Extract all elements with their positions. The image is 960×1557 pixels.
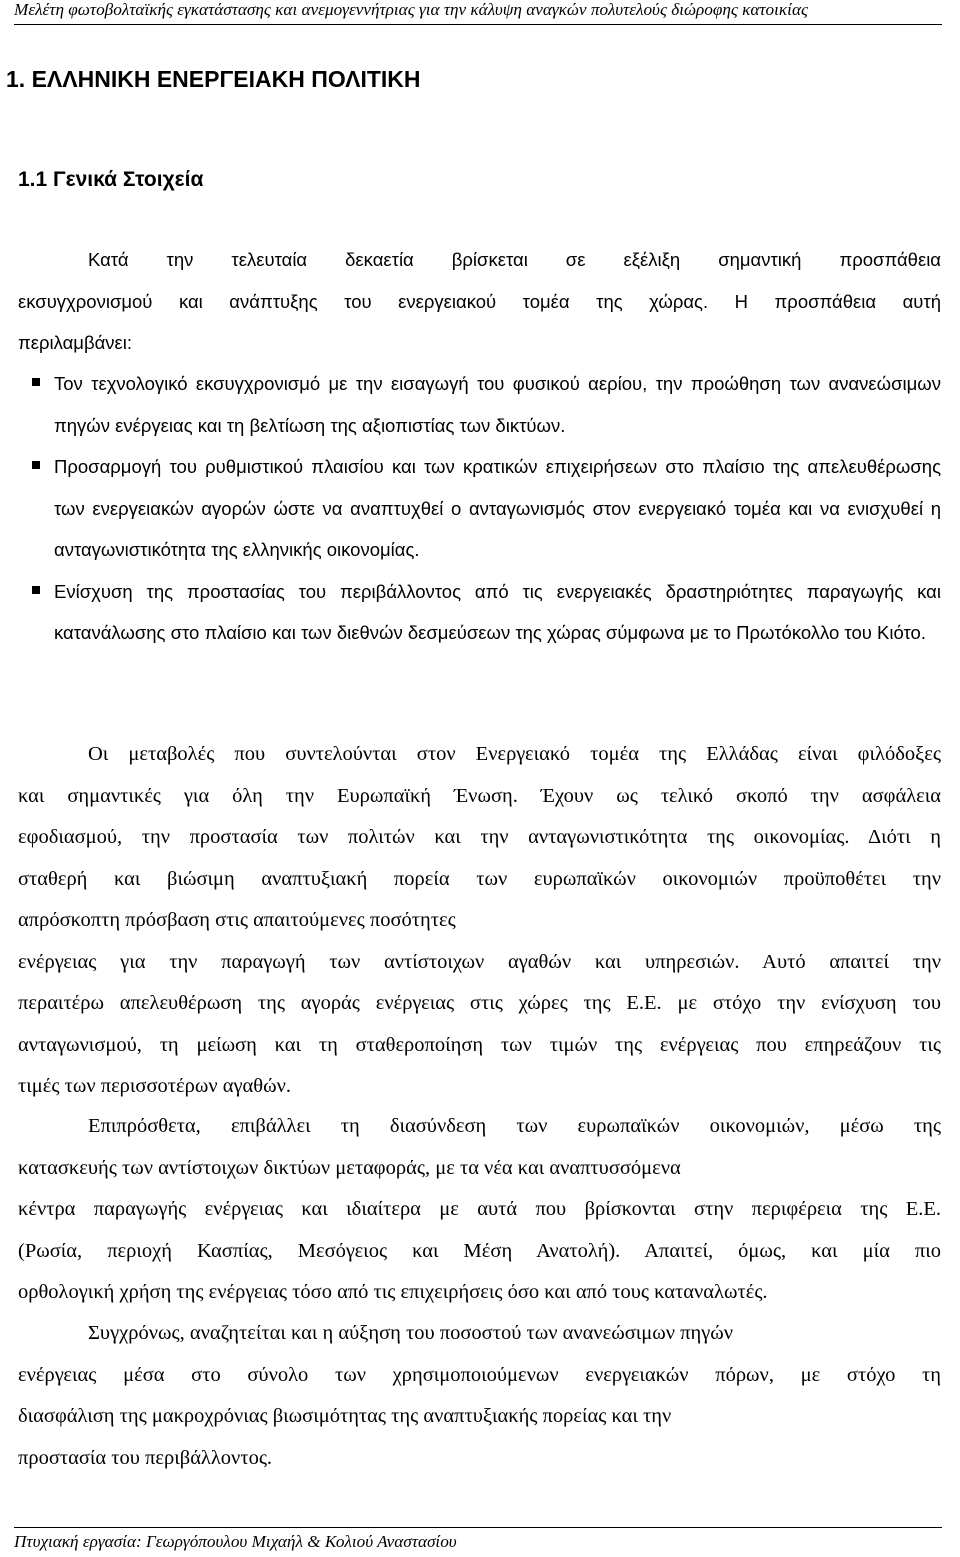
paragraph-line: εφοδιασμού, την προστασία των πολιτών και την ανταγωνιστικότητα της οικονομίας. Διότι η bbox=[18, 826, 941, 848]
paragraph-line: ορθολογική χρήση της ενέργειας τόσο από τις επιχειρήσεις όσο και από τους καταναλωτές. bbox=[18, 1281, 768, 1303]
section-title: 1.1 Γενικά Στοιχεία bbox=[18, 168, 204, 191]
paragraph-line: τιμές των περισσοτέρων αγαθών. bbox=[18, 1075, 291, 1097]
paragraph-line: Οι μεταβολές που συντελούνται στον Ενεργειακό τομέα της Ελλάδας είναι φιλόδοξες bbox=[88, 743, 941, 765]
running-header bbox=[14, 0, 942, 25]
paragraph-line: κέντρα παραγωγής ενέργειας και ιδιαίτερα με αυτά που βρίσκονται στην περιφέρεια της Ε.Ε. bbox=[18, 1198, 941, 1220]
paragraph-interconnection bbox=[18, 1106, 941, 1314]
paragraph-line: προστασία του περιβάλλοντος. bbox=[18, 1446, 273, 1469]
paragraph-line: και σημαντικές για όλη την Ευρωπαϊκή Ένωση. Έχουν ως τελικό σκοπό την ασφάλεια bbox=[18, 784, 941, 807]
paragraph-line: ενέργειας μέσα στο σύνολο των χρησιμοποιούμενων ενεργειακών πόρων, με στόχο τη bbox=[18, 1363, 941, 1386]
paragraph-line: Συγχρόνως, αναζητείται και η αύξηση του ποσοστού των ανανεώσιμων πηγών bbox=[88, 1322, 734, 1344]
paragraph-line: ανταγωνισμού, τη μείωση και τη σταθεροποίηση των τιμών της ενέργειας που επηρεάζουν τις bbox=[18, 1033, 941, 1056]
paragraph-line: διασφάλιση της μακροχρόνιας βιωσιμότητας της αναπτυξιακής πορείας και την bbox=[18, 1405, 672, 1427]
page-footer: Πτυχιακή εργασία: Γεωργόπουλου Μιχαήλ & Κολιού Αναστασίου bbox=[14, 1532, 457, 1551]
paragraph-line: ενέργειας για την παραγωγή των αντίστοιχων αγαθών και υπηρεσιών. Αυτό απαιτεί την bbox=[18, 950, 941, 973]
intro-line: Κατά την τελευταία δεκαετία βρίσκεται σε εξέλιξη σημαντική προσπάθεια bbox=[88, 249, 941, 270]
list-item bbox=[18, 571, 941, 654]
running-header-text: Μελέτη φωτοβολταϊκής εγκατάστασης και ανεμογεννήτριας για την κάλυψη αναγκών πολυτελούς διώροφης κατοικίας bbox=[14, 0, 808, 19]
paragraph-energy-changes bbox=[18, 734, 941, 1108]
bullet-text: Προσαρμογή του ρυθμιστικού πλαισίου και των κρατικών επιχειρήσεων στο πλαίσιο της απελευθέρωσης των ενεργειακών αγορών ώστε να αναπτυχθεί ο ανταγωνισμός στον ενεργειακό τομέα και να ενισχυθεί η ανταγωνιστικότητα της ελληνικής οικονομίας. bbox=[54, 456, 941, 560]
chapter-title: 1. ΕΛΛΗΝΙΚΗ ΕΝΕΡΓΕΙΑΚΗ ΠΟΛΙΤΙΚΗ bbox=[6, 66, 421, 92]
square-bullet-icon bbox=[32, 461, 40, 469]
paragraph-renewables bbox=[18, 1313, 941, 1479]
footer-divider bbox=[14, 1527, 942, 1528]
list-item bbox=[18, 363, 941, 446]
paragraph-line: Επιπρόσθετα, επιβάλλει τη διασύνδεση των ευρωπαϊκών οικονομιών, μέσω της bbox=[88, 1115, 941, 1137]
intro-paragraph bbox=[18, 239, 941, 364]
paragraph-line: σταθερή και βιώσιμη αναπτυξιακή πορεία των ευρωπαϊκών οικονομιών προϋποθέτει την bbox=[18, 867, 941, 890]
paragraph-line: περαιτέρω απελευθέρωση της αγοράς ενέργειας στις χώρες της Ε.Ε. με στόχο την ενίσχυση του bbox=[18, 992, 941, 1014]
list-item bbox=[18, 446, 941, 571]
square-bullet-icon bbox=[32, 586, 40, 594]
paragraph-line: (Ρωσία, περιοχή Κασπίας, Μεσόγειος και Μέση Ανατολή). Απαιτεί, όμως, και μία πιο bbox=[18, 1239, 941, 1262]
square-bullet-icon bbox=[32, 378, 40, 386]
bullet-text: Τον τεχνολογικό εκσυγχρονισμό με την εισαγωγή του φυσικού αερίου, την προώθηση των ανανεώσιμων πηγών ενέργειας και τη βελτίωση της αξιοπιστίας των δικτύων. bbox=[54, 373, 941, 436]
bullet-list bbox=[18, 363, 941, 654]
bullet-text: Ενίσχυση της προστασίας του περιβάλλοντος από τις ενεργειακές δραστηριότητες παραγωγής και κατανάλωσης στο πλαίσιο και των διεθνών δεσμεύσεων της χώρας σύμφωνα με το Πρωτόκολλο του Κιότο. bbox=[54, 580, 941, 643]
intro-line: εκσυγχρονισμού και ανάπτυξης του ενεργειακού τομέα της χώρας. Η προσπάθεια αυτή bbox=[18, 290, 941, 312]
paragraph-line: απρόσκοπτη πρόσβαση στις απαιτούμενες ποσότητες bbox=[18, 909, 456, 931]
intro-line: περιλαμβάνει: bbox=[18, 332, 133, 353]
paragraph-line: κατασκευής των αντίστοιχων δικτύων μεταφοράς, με τα νέα και αναπτυσσόμενα bbox=[18, 1156, 681, 1179]
